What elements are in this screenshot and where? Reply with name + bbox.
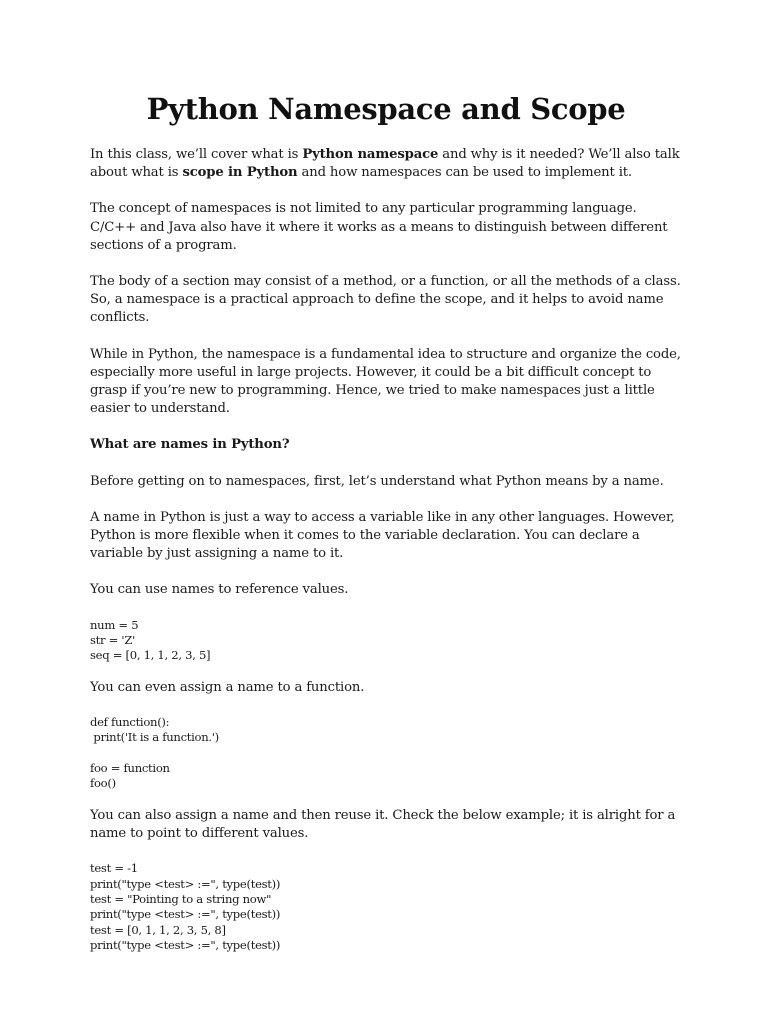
assign-function-paragraph: You can even assign a name to a function. (90, 679, 365, 695)
a-name-paragraph: A name in Python is just a way to access a variable like in any other languages. However, Python is more flexible when it comes to the variable declaration. You can declare a variable by just assigning a name to it. (90, 509, 675, 562)
intro-text-3: and how namespaces can be used to implement it. (297, 165, 632, 181)
concept-paragraph: The concept of namespaces is not limited to any particular programming language. C/C++ and Java also have it where it works as a means to distinguish between different sections of a program. (90, 201, 668, 253)
intro-bold-python-namespace: Python namespace (302, 147, 439, 162)
code-block-function-def: def function(): print('It is a function.') (90, 715, 219, 745)
while-python-paragraph: While in Python, the namespace is a fundamental idea to structure and organize the code, especially more useful in large projects. However, it could be a bit difficult concept to grasp if you’re new to programming. Hence, we tried to make namespaces just a little easier to understand. (90, 346, 681, 417)
before-getting-paragraph: Before getting on to namespaces, first, let’s understand what Python means by a name. (90, 473, 664, 489)
document-body (90, 146, 682, 969)
section-heading-names: What are names in Python? (90, 437, 290, 453)
intro-paragraph (90, 146, 682, 182)
code-block-values: num = 5 str = 'Z' seq = [0, 1, 1, 2, 3, 5] (90, 617, 211, 663)
intro-bold-scope-in-python: scope in Python (182, 165, 298, 181)
body-section-paragraph: The body of a section may consist of a method, or a function, or all the methods of a class. So, a namespace is a practical approach to define the scope, and it helps to avoid name conflicts. (90, 274, 681, 326)
code-block-reuse-example: test = -1 print("type <test> :=", type(test)) test = "Pointing to a string now" print("type <test> :=", type(test)) test = [0, 1, 1, 2, 3, 5, 8] print("type <test> :=", type(test)) (90, 861, 281, 953)
reuse-paragraph: You can also assign a name and then reuse it. Check the below example; it is alright for a name to point to different values. (90, 807, 676, 841)
intro-text-1: In this class, we’ll cover what is (90, 147, 303, 162)
use-names-paragraph: You can use names to reference values. (90, 582, 349, 598)
intro-text-2: and why is it needed? We’ll also talk about what is (90, 147, 680, 181)
page-title: Python Namespace and Scope (146, 92, 626, 126)
code-block-function-call: foo = function foo() (90, 760, 170, 791)
